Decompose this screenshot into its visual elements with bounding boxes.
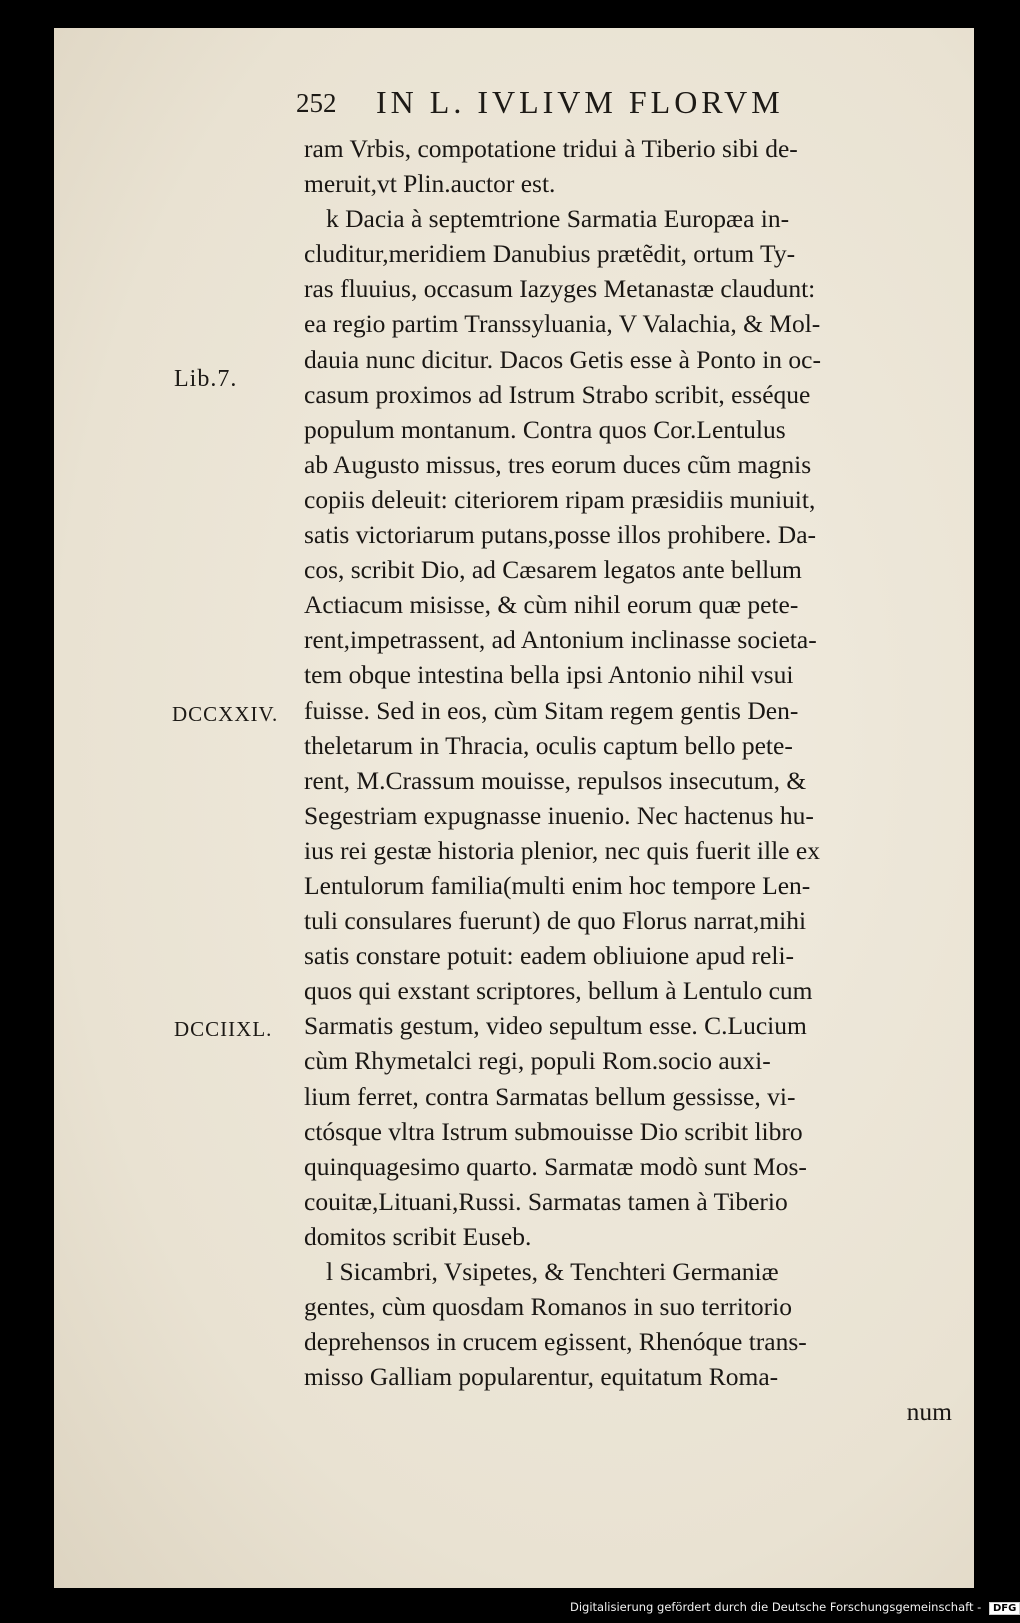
text-line: cùm Rhymetalci regi, populi Rom.socio auxi- [304, 1046, 771, 1076]
digitization-footer [570, 1600, 1017, 1620]
text-line: theletarum in Thracia, oculis captum bello pete- [304, 730, 793, 760]
text-line: couitæ,Lituani,Russi. Sarmatas tamen à Tiberio [304, 1186, 788, 1216]
text-line: satis constare potuit: eadem obliuione apud reli- [304, 941, 795, 971]
text-line: copiis deleuit: citeriorem ripam præsidiis muniuit, [304, 484, 816, 514]
text-line: casum proximos ad Istrum Strabo scribit, esséque [304, 379, 811, 409]
margin-note-year-2: DCCIIXL. [174, 1017, 273, 1041]
text-line: populum montanum. Contra quos Cor.Lentulus [304, 414, 786, 444]
text-line: misso Galliam popularentur, equitatum Roma- [304, 1362, 779, 1392]
text-line: rent, M.Crassum mouisse, repulsos insecutum, & [304, 765, 807, 795]
text-line: ius rei gestæ historia plenior, nec quis fuerit ille ex [304, 835, 820, 865]
text-line: meruit,vt Plin.auctor est. [304, 169, 556, 199]
text-line: k Dacia à septemtrione Sarmatia Europæa in- [326, 204, 790, 234]
text-line: rent,impetrassent, ad Antonium inclinasse societa- [304, 625, 817, 655]
text-line: quos qui exstant scriptores, bellum à Lentulo cum [304, 976, 813, 1006]
text-line: deprehensos in crucem egissent, Rhenóque trans- [304, 1327, 807, 1357]
text-line: Actiacum misisse, & cùm nihil eorum quæ pete- [304, 590, 799, 620]
dfg-logo: DFG [989, 1602, 1020, 1615]
text-line: satis victoriarum putans,posse illos prohibere. Da- [304, 520, 817, 550]
text-line: cos, scribit Dio, ad Cæsarem legatos ante bellum [304, 555, 802, 585]
catchword: num [906, 1397, 952, 1427]
text-line: dauia nunc dicitur. Dacos Getis esse à Ponto in oc- [304, 344, 821, 374]
text-line: lium ferret, contra Sarmatas bellum gessisse, vi- [304, 1081, 796, 1111]
text-line: tem obque intestina bella ipsi Antonio nihil vsui [304, 660, 794, 690]
text-line: tuli consulares fuerunt) de quo Florus narrat,mihi [304, 906, 807, 936]
text-line: gentes, cùm quosdam Romanos in suo territorio [304, 1292, 792, 1322]
text-line: ab Augusto missus, tres eorum duces cũm magnis [304, 449, 812, 479]
footer-text: Digitalisierung gefördert durch die Deutsche Forschungsgemeinschaft - [570, 1600, 982, 1614]
margin-note-year-1: DCCXXIV. [172, 702, 279, 726]
text-line: domitos scribit Euseb. [304, 1221, 532, 1251]
text-line: ras fluuius, occasum Iazyges Metanastæ claudunt: [304, 274, 816, 304]
body-text [304, 131, 952, 1429]
page-number: 252 [296, 88, 337, 118]
text-line: Sarmatis gestum, video sepultum esse. C.Lucium [304, 1011, 807, 1041]
text-line: l Sicambri, Vsipetes, & Tenchteri Germaniæ [326, 1257, 779, 1286]
text-line: cluditur,meridiem Danubius prætẽdit, ortum Ty- [304, 239, 796, 269]
margin-note-lib: Lib.7. [174, 366, 238, 392]
text-line: fuisse. Sed in eos, cùm Sitam regem gentis Den- [304, 695, 799, 725]
running-head: IN L. IVLIVM FLORVM [376, 84, 784, 120]
text-line: Lentulorum familia(multi enim hoc tempore Len- [304, 870, 811, 900]
text-line: ea regio partim Transsyluania, V Valachia, & Mol- [304, 309, 821, 339]
text-line: ram Vrbis, compotatione tridui à Tiberio sibi de- [304, 134, 798, 163]
text-line: ctósque vltra Istrum submouisse Dio scribit libro [304, 1116, 803, 1146]
page-header [296, 82, 886, 128]
text-line: quinquagesimo quarto. Sarmatæ modò sunt Mos- [304, 1151, 807, 1181]
text-line: Segestriam expugnasse inuenio. Nec hactenus hu- [304, 800, 814, 830]
